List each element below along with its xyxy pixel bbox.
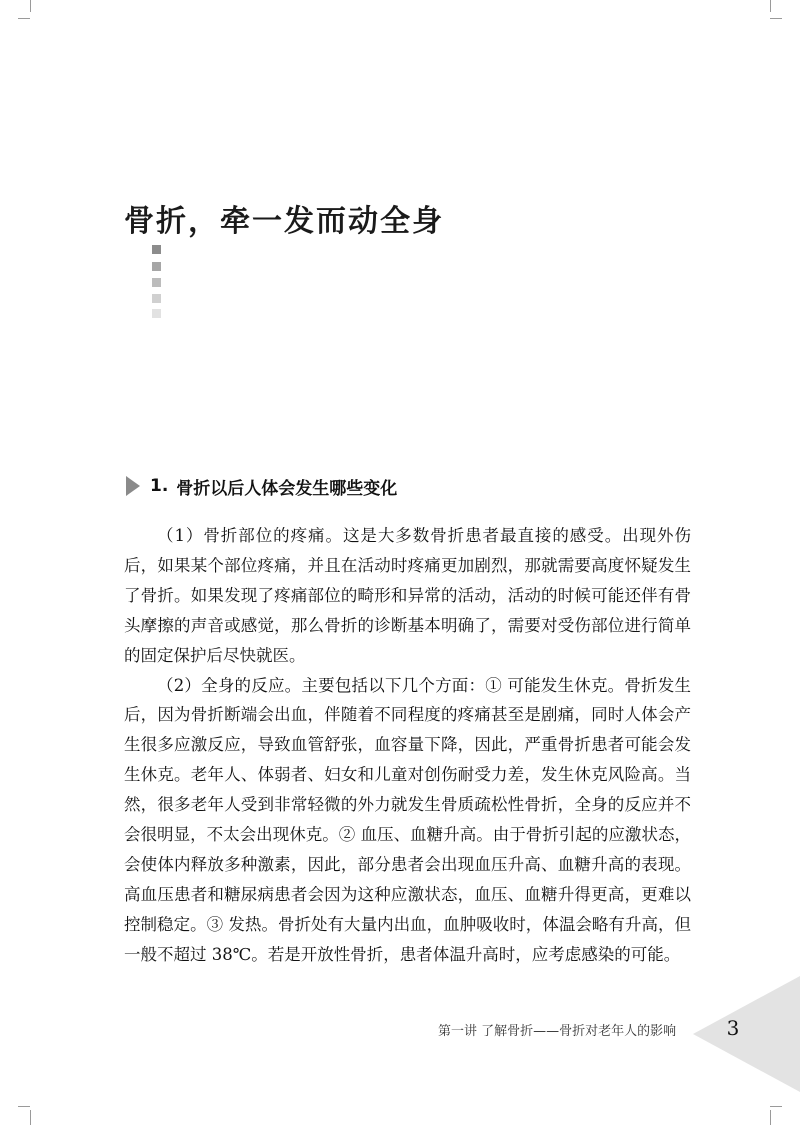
crop-mark	[18, 1106, 30, 1107]
section-title: 骨折以后人体会发生哪些变化	[176, 478, 398, 499]
paragraph: （1）骨折部位的疼痛。这是大多数骨折患者最直接的感受。出现外伤后，如果某个部位疼痛，并且在活动时疼痛更加剧烈，那就需要高度怀疑发生了骨折。如果发现了疼痛部位的畸形和异常的活动，活动的时候可能还伴有骨头摩擦的声音或感觉，那么骨折的诊断基本明确了，需要对受伤部位进行简单的固定保护后尽快就医。	[124, 526, 691, 665]
section-number: 1.	[150, 476, 169, 496]
decor-square	[152, 309, 161, 318]
chapter-title: 骨折，牵一发而动全身	[124, 204, 444, 239]
page-number: 3	[726, 1016, 740, 1040]
crop-mark	[770, 1106, 782, 1107]
decor-square	[152, 278, 161, 287]
decor-square	[152, 262, 161, 271]
crop-mark	[30, 0, 31, 12]
body-text	[124, 521, 691, 970]
page-number-tab	[693, 976, 800, 1092]
crop-mark	[770, 0, 771, 12]
decor-square	[152, 245, 161, 254]
crop-mark	[30, 1110, 31, 1125]
paragraph: （2）全身的反应。主要包括以下几个方面：① 可能发生休克。骨折发生后，因为骨折断端会出血，伴随着不同程度的疼痛甚至是剧痛，同时人体会产生很多应激反应，导致血管舒张，血容量下降，因此，严重骨折患者可能会发生休克。老年人、体弱者、妇女和儿童对创伤耐受力差，发生休克风险高。当然，很多老年人受到非常轻微的外力就发生骨质疏松性骨折，全身的反应并不会很明显，不太会出现休克。② 血压、血糖升高。由于骨折引起的应激状态，会使体内释放多种激素，因此，部分患者会出现血压升高、血糖升高的表现。高血压患者和糖尿病患者会因为这种应激状态，血压、血糖升得更高，更难以控制稳定。③ 发热。骨折处有大量内出血，血肿吸收时，体温会略有升高，但一般不超过 38℃。若是开放性骨折，患者体温升高时，应考虑感染的可能。	[124, 675, 691, 964]
crop-mark	[770, 1110, 771, 1125]
section-heading	[126, 474, 397, 498]
triangle-bullet-icon	[126, 476, 140, 496]
crop-mark	[18, 18, 30, 19]
crop-mark	[770, 18, 782, 19]
running-title: 第一讲 了解骨折——骨折对老年人的影响	[438, 1024, 677, 1039]
decor-square	[152, 294, 161, 303]
